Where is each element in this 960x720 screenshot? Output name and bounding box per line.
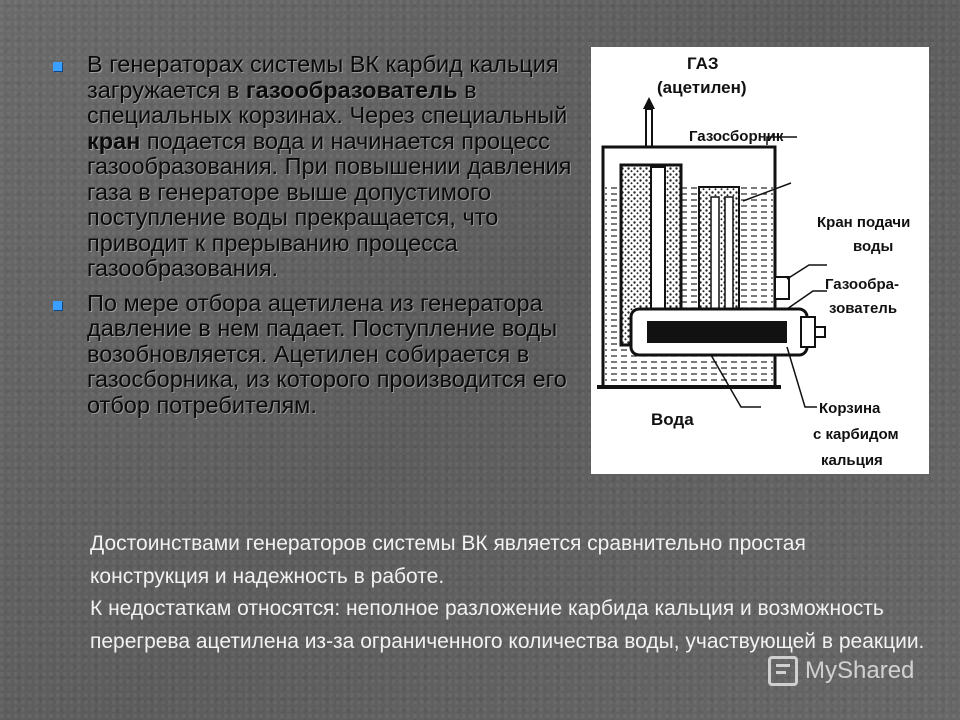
- figure-title-gas: ГАЗ: [687, 54, 719, 73]
- leader-gas-generator: [787, 291, 827, 309]
- bullet-text-part: в специальных корзинах. Через специальный: [87, 76, 568, 128]
- summary-advantages: Достоинствами генераторов системы ВК является сравнительно простая конструкция и надежность в работе.: [90, 532, 806, 588]
- summary-text-block: [90, 528, 930, 658]
- figure-title-acetylene: (ацетилен): [657, 78, 747, 97]
- myshared-logo-icon: [768, 656, 798, 686]
- generator-diagram-svg: [591, 47, 929, 474]
- generator-cap: [801, 317, 815, 347]
- water-valve-icon: [775, 277, 789, 299]
- label-water-valve-line1: Кран подачи: [817, 214, 911, 231]
- inner-tube: [711, 197, 719, 317]
- gas-outlet-arrow-icon: [643, 97, 655, 109]
- summary-disadvantages: К недостаткам относятся: неполное разложение карбида кальция и возможность перегрева ацетилена из-за ограниченного количества воды, участвующей в реакции.: [90, 597, 925, 653]
- label-water: Вода: [651, 410, 694, 429]
- watermark-text: MyShared: [805, 657, 915, 684]
- inner-tube: [725, 197, 733, 317]
- bullet-bold-gas-generator: газообразователь: [245, 76, 458, 103]
- bullet-item-acetylene: [52, 291, 572, 419]
- label-gas-generator-line1: Газообра-: [825, 276, 900, 293]
- bullet-item-generator: [52, 52, 572, 282]
- generator-handle: [815, 327, 825, 337]
- bullet-square-icon: [53, 301, 62, 310]
- bullet-text: По мере отбора ацетилена из генератора давление в нем падает. Поступление воды возобновляется. Ацетилен собирается в газосборника, из которого производится его отбор потребителям.: [87, 289, 567, 418]
- bullet-text-part: В генераторах системы ВК карбид кальция загружается в: [87, 51, 559, 103]
- watermark: [768, 656, 914, 686]
- label-gas-generator-line2: зователь: [829, 300, 898, 317]
- label-basket-line3: кальция: [821, 452, 883, 469]
- label-basket-line1: Корзина: [819, 400, 881, 417]
- generator-diagram: [591, 47, 929, 474]
- carbide-basket: [647, 321, 787, 343]
- leader-water-valve: [787, 265, 827, 279]
- bullet-bold-valve: кран: [87, 127, 141, 154]
- label-water-valve-line2: воды: [853, 238, 894, 255]
- bullet-square-icon: [53, 62, 62, 71]
- label-gas-collector: Газосборник: [689, 128, 784, 145]
- bullet-list: [52, 52, 572, 427]
- label-basket-line2: с карбидом: [813, 426, 899, 443]
- bullet-text-part: подается вода и начинается процесс газообразования. При повышении давления газа в генераторе выше допустимого поступление воды прекращается, что приводит к прерыванию процесса газообразования.: [87, 127, 572, 281]
